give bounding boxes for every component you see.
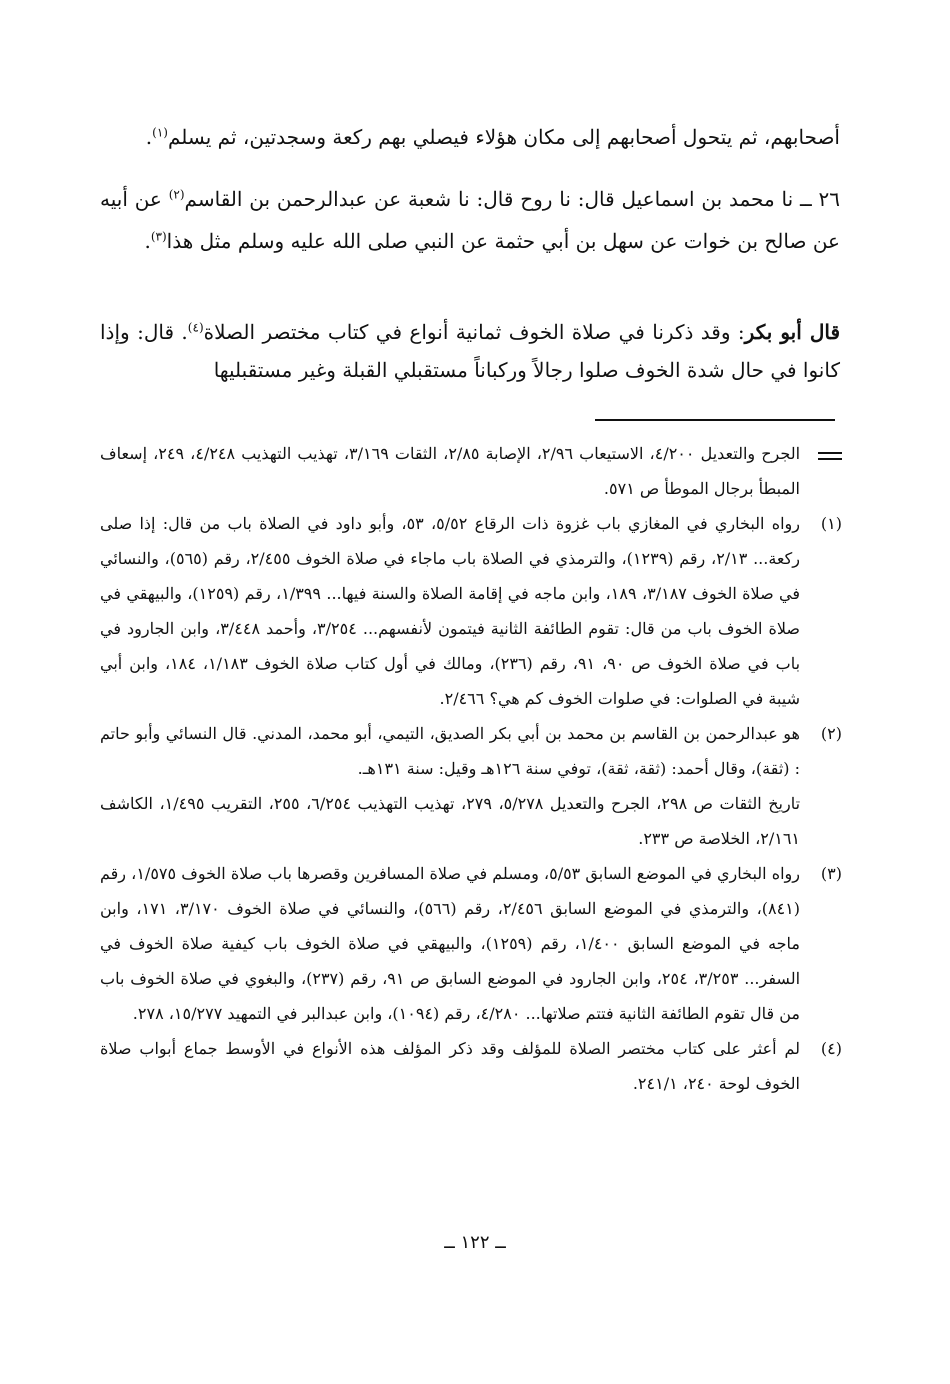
footnote-text: رواه البخاري في الموضع السابق ٥/٥٣، ومسلم في صلاة المسافرين وقصرها باب صلاة الخوف ١/٥٧٥، رقم (٨٤١)، والترمذي في الموضع السابق ٢/٤٥٦، رقم (٥٦٦)، والنسائي في صلاة الخوف ٣/١٧٠، ١٧١، وابن ماجه في الموضع السابق ١/٤٠٠، رقم (١٢٥٩)، والبيهقي في صلاة الخوف باب كيفية صلاة الخوف في السفر... ٣/٢٥٣، ٢٥٤، وابن الجارود في الموضع السابق ص ٩١، رقم (٢٣٧)، والبغوي في صلاة الخوف باب من قال تقوم الطائفة الثانية فتتم صلاتها... ٤/٢٨٠، رقم (١٠٩٤)، وابن عبدالبر في التمهيد ١٥/٢٧٧، ٢٧٨. [100, 864, 801, 1023]
footnote-continuation [100, 436, 842, 506]
footnote-3 [100, 856, 842, 1031]
para-3-text-b: . قال: وإذا كانوا في حال شدة الخوف صلوا رجالاً وركباناً مستقبلي القبلة وغير مستقبليها [100, 320, 840, 382]
para-2-text-b: عن أبيه عن صالح بن خوات عن سهل بن أبي حثمة عن النبي صلى الله عليه وسلم مثل هذا [100, 187, 840, 253]
continuation-mark [800, 436, 842, 506]
footnote-marker: (٤) [820, 1039, 842, 1058]
para-3-text-a: : وقد ذكرنا في صلاة الخوف ثمانية أنواع في كتاب مختصر الصلاة [203, 320, 745, 344]
para-2-text-a: ٢٦ ــ نا محمد بن اسماعيل قال: نا روح قال: نا شعبة عن عبدالرحمن بن القاسم [184, 187, 841, 211]
footnotes [100, 436, 842, 1101]
footnote-ref-2[interactable]: (٢) [168, 187, 185, 202]
footnote-4 [100, 1031, 842, 1101]
footnote-text: لم أعثر على كتاب مختصر الصلاة للمؤلف وقد ذكر المؤلف هذه الأنواع في الأوسط جماع أبواب صلاة الخوف لوحة ٢٤٠، ٢٤١/١. [100, 1039, 800, 1093]
footnote-text: هو عبدالرحمن بن القاسم بن محمد بن أبي بكر الصديق، التيمي، أبو محمد، المدني. قال النسائي وأبو حاتم : (ثقة)، وقال أحمد: (ثقة، ثقة)، توفي سنة ١٢٦هـ وقيل: سنة ١٣١هـ. [100, 724, 800, 778]
footnote-text-sources: تاريخ الثقات ص ٢٩٨، الجرح والتعديل ٥/٢٧٨، ٢٧٩، تهذيب التهذيب ٦/٢٥٤، ٢٥٥، التقريب ١/٤٩٥، الكاشف ٢/١٦١، الخلاصة ص ٢٣٣. [100, 794, 801, 848]
footnote-ref-4[interactable]: (٤) [187, 320, 204, 335]
footnote-separator [595, 419, 835, 421]
main-paragraph-1 [100, 116, 840, 158]
speaker-label: قال أبو بكر [744, 320, 840, 344]
footnote-marker: (٢) [820, 724, 842, 743]
page-number: ــ ١٢٢ ــ [444, 1232, 506, 1253]
main-paragraph-3 [100, 313, 840, 389]
main-paragraph-2 [100, 178, 840, 262]
footnote-text: رواه البخاري في المغازي باب غزوة ذات الرقاع ٥/٥٢، ٥٣، وأبو داود في الصلاة باب من قال: إذا صلى ركعة... ٢/١٣، رقم (١٢٣٩)، والترمذي في الصلاة باب ماجاء في صلاة الخوف ٢/٤٥٥، رقم (٥٦٥)، والنسائي في صلاة الخوف ٣/١٨٧، ١٨٩، وابن ماجه في إقامة الصلاة والسنة فيها... ١/٣٩٩، رقم (١٢٥٩)، والبيهقي في صلاة الخوف باب من قال: تقوم الطائفة الثانية فيتمون لأنفسهم... ٣/٢٥٤، وأحمد ٣/٤٤٨، وابن الجارود في باب في صلاة الخوف ص ٩٠، ٩١، رقم (٢٣٦)، ومالك في أول كتاب صلاة الخوف ١/١٨٣، ١٨٤، وابن أبي شيبة في الصلوات: في صلوات الخوف كم هي؟ ٢/٤٦٦. [100, 514, 801, 708]
footnote-ref-1[interactable]: (١) [152, 125, 168, 140]
footnote-marker: (٣) [820, 864, 842, 883]
footnote-continuation-text: الجرح والتعديل ٤/٢٠٠، الاستيعاب ٢/٩٦، الإصابة ٢/٨٥، الثقات ٣/١٦٩، تهذيب التهذيب ٤/٢٤٨، ٢٤٩، إسعاف المبطأ برجال الموطأ ص ٥٧١. [100, 444, 801, 498]
para-1-text: أصحابهم، ثم يتحول أصحابهم إلى مكان هؤلاء فيصلي بهم ركعة وسجدتين، ثم يسلم [167, 125, 840, 149]
para-1-end: . [145, 125, 153, 149]
footnote-2 [100, 716, 842, 856]
footnote-1 [100, 506, 842, 716]
footnote-marker: (١) [820, 514, 842, 533]
footnote-ref-3[interactable]: (٣) [150, 229, 167, 244]
continuation-dash-icon [818, 452, 842, 460]
para-2-end: . [144, 229, 151, 253]
